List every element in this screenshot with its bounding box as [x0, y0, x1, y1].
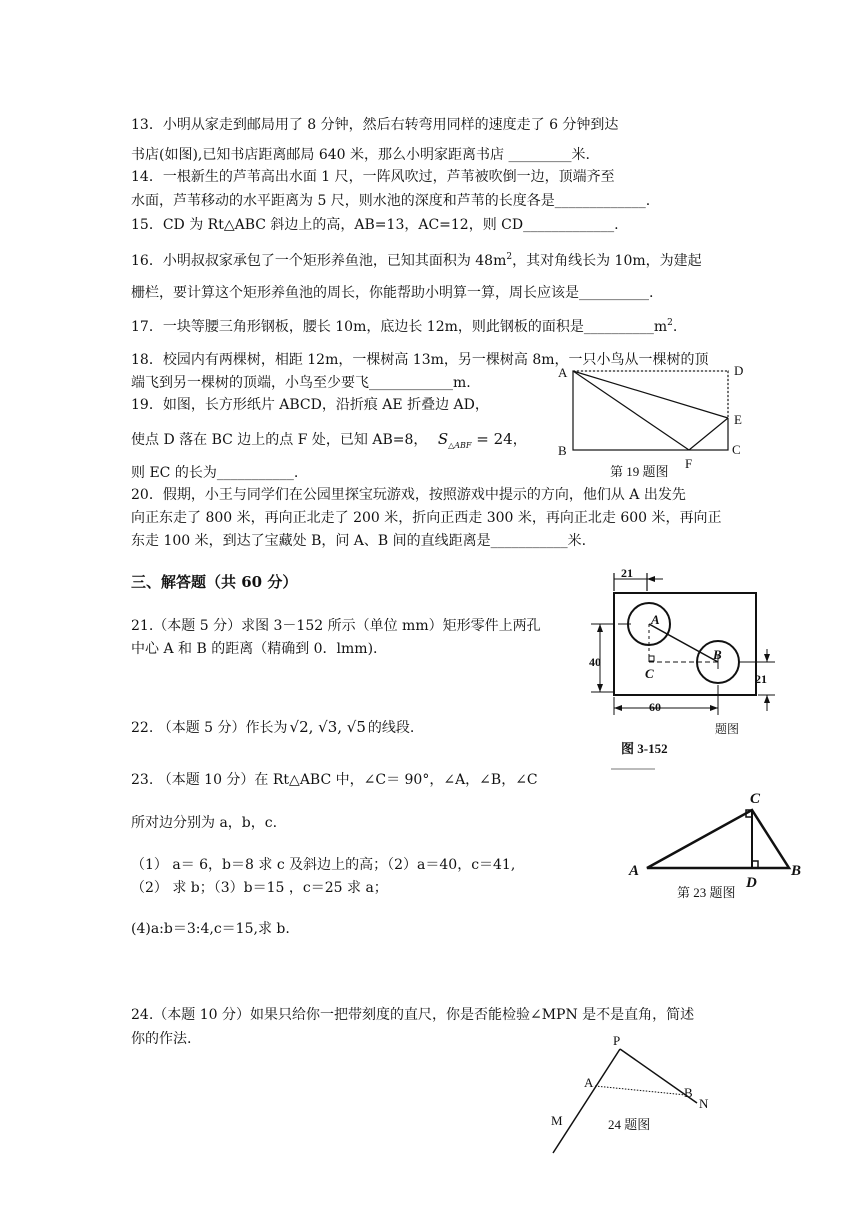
q21-line2: 中心 A 和 B 的距离（精确到 0．lmm). [131, 641, 378, 657]
fig24-ray-pm [553, 1049, 620, 1153]
q18-line1: 18．校园内有两棵树，相距 12m，一棵树高 13m，另一棵树高 8m，一只小鸟从一棵树的顶 [131, 352, 709, 368]
figure-3-152 [585, 565, 785, 775]
fig19-crease-ae [573, 371, 728, 418]
figure-23 [625, 785, 815, 905]
fig21-dim-top: 21 [621, 566, 633, 580]
q13-line1: 13．小明从家走到邮局用了 8 分钟，然后右转弯用同样的速度走了 6 分钟到达 [131, 117, 619, 133]
fig24-label-m: M [551, 1113, 563, 1128]
q23-line2: 所对边分别为 a，b，c. [131, 815, 278, 831]
q21-line1: 21.（本题 5 分）求图 3－152 所示（单位 mm）矩形零件上两孔 [131, 618, 541, 634]
fig21-label-c: C [645, 666, 654, 681]
q17-superscript: 2 [667, 318, 673, 328]
fig21-dim-right: 21 [755, 672, 767, 686]
q19-area-symbol: S [437, 430, 449, 448]
q16-text-a: 16．小明叔叔家承包了一个矩形养鱼池，已知其面积为 48m [131, 253, 507, 269]
q17-text-a: 17．一块等腰三角形钢板，腰长 10m，底边长 12m，则此钢板的面积是__________m [131, 319, 668, 335]
fig21-caption: 题图 [715, 722, 740, 736]
q13-line2: 书店(如图),已知书店距离邮局 640 米，那么小明家距离书店 _________米. [131, 147, 590, 163]
fig23-label-c: C [750, 791, 761, 807]
q16-text-b: ，其对角线长为 10m，为建起 [512, 253, 702, 269]
q22-text-a: 22. （本题 5 分）作长为 [131, 720, 288, 736]
q19-line1: 19．如图，长方形纸片 ABCD，沿折痕 AE 折叠边 AD， [131, 397, 489, 413]
fig19-label-c: C [732, 442, 741, 457]
q22-math: √2, √3, √5 [289, 718, 366, 736]
fig24-label-p: P [613, 1033, 621, 1048]
fig21-dim-left: 40 [589, 655, 601, 669]
fig19-label-e: E [734, 412, 742, 427]
fig19-label-b: B [558, 443, 567, 458]
fig21-dim-bottom: 60 [649, 700, 661, 714]
q14-line2: 水面，芦苇移动的水平距离为 5 尺，则水池的深度和芦苇的长度各是_____________. [131, 193, 651, 209]
fig19-caption: 第 19 题图 [610, 464, 669, 479]
figure-24 [545, 1035, 725, 1160]
fig24-label-b: B [684, 1085, 693, 1100]
q19-line2 [131, 430, 527, 451]
fig19-label-d: D [734, 363, 744, 378]
fig19-label-a: A [558, 365, 568, 380]
fig19-line-af [573, 371, 689, 450]
q20-line3: 东走 100 米，到达了宝藏处 B，问 A、B 间的直线距离是___________米. [131, 533, 587, 549]
q24-line2: 你的作法. [131, 1031, 192, 1047]
fig19-label-f: F [685, 456, 693, 471]
section-heading: 三、解答题（共 60 分） [131, 573, 298, 591]
q19-area-value: = 24 [471, 430, 513, 448]
fig21-label-a: A [651, 612, 660, 627]
q23-line3: （1） a＝ 6，b＝8 求 c 及斜边上的高；（2）a＝40，c＝41, [131, 857, 516, 873]
q20-line1: 20．假期，小王与同学们在公园里探宝玩游戏，按照游戏中提示的方向，他们从 A 出发先 [131, 487, 686, 503]
fig19-line-fe [689, 418, 728, 450]
q24-line1: 24.（本题 10 分）如果只给你一把带刻度的直尺，你是否能检验∠MPN 是不是直角，简述 [131, 1007, 695, 1023]
q23-line5: (4)a:b＝3:4,c＝15,求 b. [131, 921, 290, 937]
q19-area-subscript: △ABF [448, 441, 472, 450]
fig24-label-a: A [584, 1075, 594, 1090]
fig23-label-d: D [746, 875, 757, 891]
fig23-triangle [647, 810, 789, 868]
q19-line3: 则 EC 的长为___________. [131, 465, 299, 481]
q19-text: 使点 D 落在 BC 边上的点 F 处，已知 AB=8， [131, 432, 428, 448]
q17 [131, 318, 677, 338]
q23-line1: 23. （本题 10 分）在 Rt△ABC 中，∠C＝ 90°，∠A，∠B，∠C [131, 772, 538, 788]
fig21-figure-number: 图 3-152 [621, 741, 668, 756]
fig24-label-n: N [699, 1096, 709, 1111]
q22 [131, 718, 414, 737]
q16-line2: 栅栏，要计算这个矩形养鱼池的周长，你能帮助小明算一算，周长应该是__________. [131, 285, 654, 301]
q17-text-b: . [672, 319, 678, 335]
q15: 15．CD 为 Rt△ABC 斜边上的高，AB=13，AC=12，则 CD_____________. [131, 217, 619, 233]
fig23-label-a: A [629, 863, 640, 879]
fig24-segment-ab [595, 1086, 686, 1095]
q23-line4: （2） 求 b；（3）b＝15 ，c＝25 求 a； [131, 880, 388, 896]
q20-line2: 向正东走了 800 米，再向正北走了 200 米，折向正西走 300 米，再向正北走 600 米，再向正 [131, 510, 722, 526]
q14-line1: 14．一根新生的芦苇高出水面 1 尺，一阵风吹过，芦苇被吹倒一边，顶端齐至 [131, 169, 615, 185]
fig23-caption: 第 23 题图 [677, 885, 736, 900]
q19-comma: ， [512, 432, 527, 448]
fig24-caption: 24 题图 [608, 1117, 651, 1132]
fig21-label-b: B [713, 647, 722, 662]
q16-line1 [131, 252, 702, 272]
q16-superscript: 2 [506, 252, 513, 262]
q22-text-b: 的线段. [367, 720, 415, 736]
fig23-label-b: B [791, 863, 802, 879]
figure-19 [550, 360, 750, 480]
q18-line2: 端飞到另一棵树的顶端，小鸟至少要飞____________m. [131, 375, 471, 391]
